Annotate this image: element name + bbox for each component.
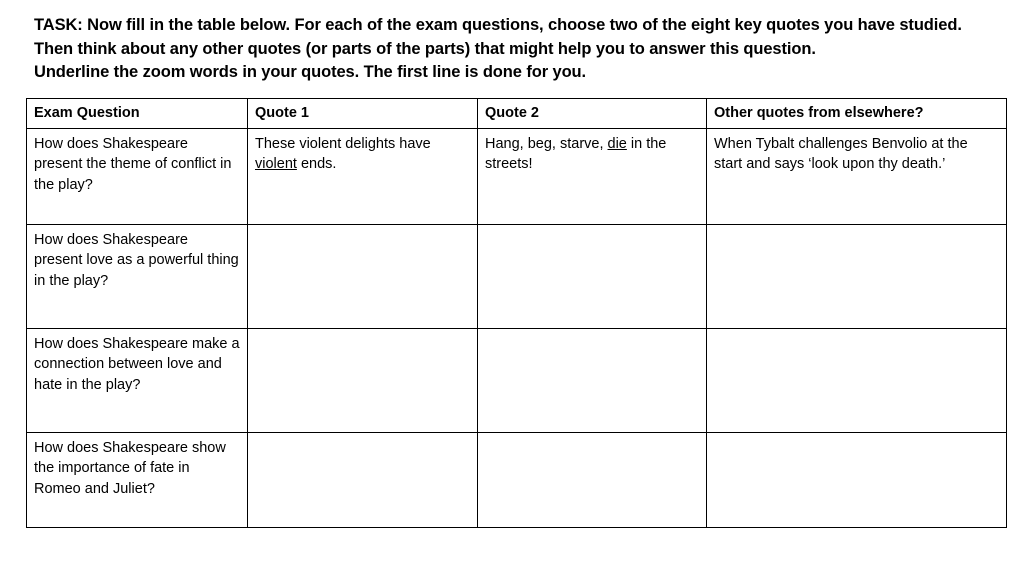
quote-1-cell[interactable] xyxy=(248,328,478,432)
quote-2-cell[interactable] xyxy=(478,432,707,527)
table-row xyxy=(27,224,1007,328)
quote-text: Hang, beg, starve, xyxy=(485,135,608,152)
table-header-row xyxy=(27,99,1007,129)
header-quote-2: Quote 2 xyxy=(478,99,707,129)
instruction-line-1: TASK: Now fill in the table below. For each of the exam questions, choose two of the eight key quotes you have studied. xyxy=(34,16,962,34)
other-quotes-cell[interactable] xyxy=(707,432,1007,527)
table-row xyxy=(27,432,1007,527)
header-quote-1: Quote 1 xyxy=(248,99,478,129)
table-row xyxy=(27,328,1007,432)
quote-2-cell[interactable] xyxy=(478,128,707,224)
quote-text: These violent delights have xyxy=(255,135,431,152)
zoom-word: violent xyxy=(255,156,297,172)
instruction-line-3: Underline the zoom words in your quotes. The first line is done for you. xyxy=(34,63,587,81)
header-exam-question: Exam Question xyxy=(27,99,248,129)
quote-2-cell[interactable] xyxy=(478,328,707,432)
quote-text: ends. xyxy=(296,156,337,172)
zoom-word: die xyxy=(607,135,627,152)
other-quotes-cell[interactable] xyxy=(707,328,1007,432)
exam-quotes-table xyxy=(26,98,1007,528)
quote-1-cell[interactable] xyxy=(248,224,478,328)
other-quotes-cell[interactable] xyxy=(707,224,1007,328)
quote-1-cell[interactable] xyxy=(248,128,478,224)
instruction-line-2: Then think about any other quotes (or parts of the parts) that might help you to answer this question. xyxy=(34,39,816,58)
quote-1-cell[interactable] xyxy=(248,432,478,527)
header-other-quotes: Other quotes from elsewhere? xyxy=(707,99,1007,129)
quote-text: in the streets! xyxy=(485,135,667,172)
exam-question-cell: How does Shakespeare present love as a powerful thing in the play? xyxy=(27,224,248,328)
table-row xyxy=(27,128,1007,224)
other-quotes-cell[interactable]: When Tybalt challenges Benvolio at the start and says ‘look upon thy death.’ xyxy=(707,128,1007,224)
quote-2-cell[interactable] xyxy=(478,224,707,328)
exam-question-cell: How does Shakespeare show the importance of fate in Romeo and Juliet? xyxy=(27,432,248,527)
task-instructions xyxy=(34,14,1004,85)
exam-question-cell: How does Shakespeare make a connection between love and hate in the play? xyxy=(27,328,248,432)
exam-question-cell: How does Shakespeare present the theme of conflict in the play? xyxy=(27,128,248,224)
